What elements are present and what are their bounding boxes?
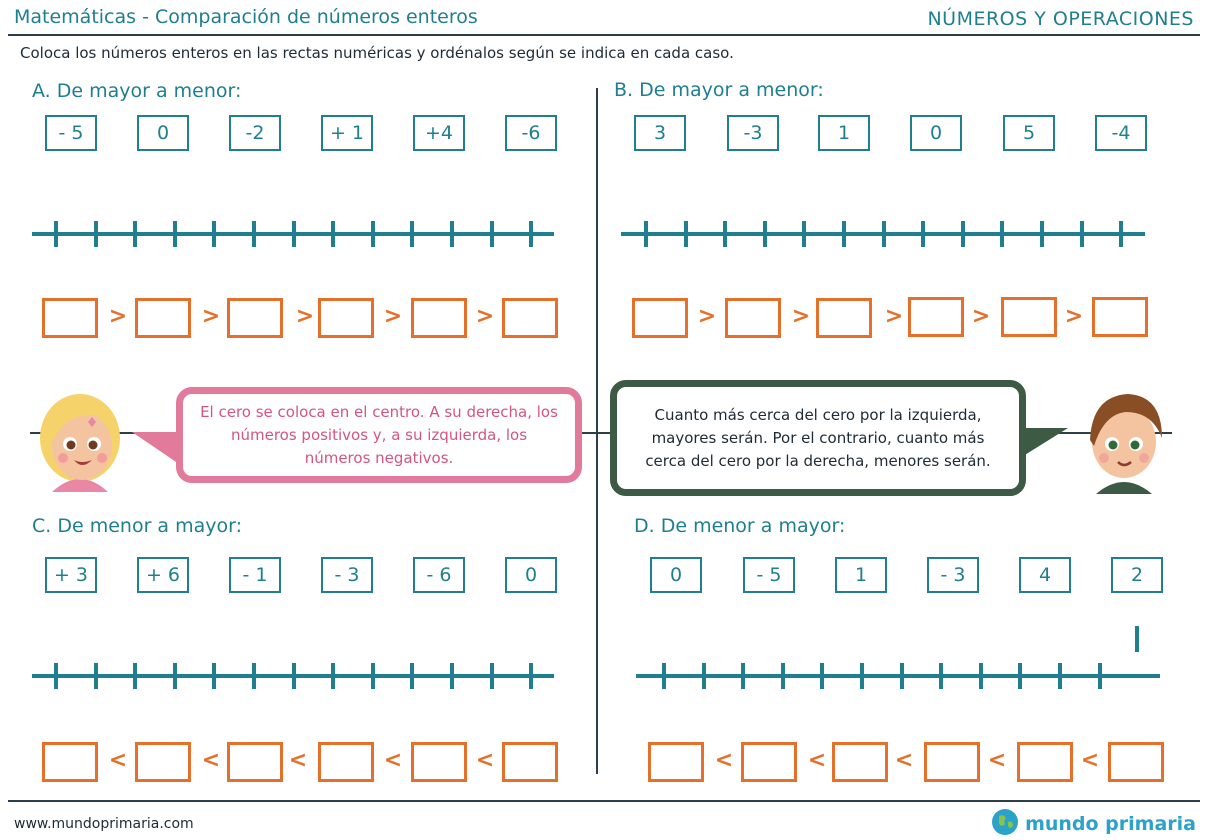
mundo-primaria-logo <box>991 808 1196 840</box>
answer-box[interactable] <box>1001 297 1057 337</box>
tick-mark <box>820 663 824 689</box>
tick-mark <box>644 221 648 247</box>
number-card: 4 <box>1019 557 1071 593</box>
number-card: -4 <box>1095 115 1147 151</box>
tick-mark <box>1119 221 1123 247</box>
section-a-title: A. De mayor a menor: <box>32 80 242 102</box>
tick-mark <box>900 663 904 689</box>
header-divider <box>8 34 1200 36</box>
tick-mark <box>781 663 785 689</box>
tick-mark <box>450 663 454 689</box>
tick-mark <box>979 663 983 689</box>
greater-than-sign: > <box>1064 304 1084 329</box>
answer-box[interactable] <box>816 298 872 338</box>
hint-bubble-girl <box>176 387 582 483</box>
tick-mark <box>1058 663 1062 689</box>
tick-mark <box>54 663 58 689</box>
tick-mark <box>371 663 375 689</box>
less-than-sign: < <box>894 748 914 773</box>
answer-box[interactable] <box>725 298 781 338</box>
answer-box[interactable] <box>1108 742 1164 782</box>
less-than-sign: < <box>987 748 1007 773</box>
answer-box[interactable] <box>227 298 283 338</box>
number-card: -2 <box>229 115 281 151</box>
worksheet-title: Matemáticas - Comparación de números enteros <box>14 6 478 28</box>
instructions: Coloca los números enteros en las rectas numéricas y ordénalos según se indica en cada caso. <box>20 44 734 62</box>
number-card: 1 <box>818 115 870 151</box>
footer-divider <box>8 800 1200 802</box>
tick-mark <box>94 663 98 689</box>
answer-box[interactable] <box>648 742 704 782</box>
tick-mark <box>212 663 216 689</box>
greater-than-sign: > <box>383 304 403 329</box>
tick-mark <box>802 221 806 247</box>
worksheet-category: NÚMEROS Y OPERACIONES <box>927 8 1194 30</box>
answer-box[interactable] <box>1092 297 1148 337</box>
tick-mark <box>133 663 137 689</box>
number-card: -6 <box>505 115 557 151</box>
tick-mark <box>331 663 335 689</box>
greater-than-sign: > <box>475 304 495 329</box>
answer-box[interactable] <box>502 742 558 782</box>
tick-mark <box>1040 221 1044 247</box>
tick-mark <box>921 221 925 247</box>
tick-mark <box>54 221 58 247</box>
number-card: + 1 <box>321 115 373 151</box>
tick-mark <box>252 663 256 689</box>
number-card: +4 <box>413 115 465 151</box>
tick-mark <box>1018 663 1022 689</box>
section-d-title: D. De menor a mayor: <box>634 515 846 537</box>
tick-mark <box>490 663 494 689</box>
less-than-sign: < <box>288 748 308 773</box>
answer-box[interactable] <box>632 298 688 338</box>
tick-mark <box>939 663 943 689</box>
hint-text-boy: Cuanto más cerca del cero por la izquierda, mayores serán. Por el contrario, cuanto más cerca del cero por la derecha, menores serán. <box>645 405 991 470</box>
pink-bubble-tail <box>132 432 182 466</box>
tick-mark <box>490 221 494 247</box>
tick-mark <box>961 221 965 247</box>
number-card: 2 <box>1111 557 1163 593</box>
less-than-sign: < <box>1080 748 1100 773</box>
tick-mark <box>94 221 98 247</box>
section-c-title: C. De menor a mayor: <box>32 515 243 537</box>
greater-than-sign: > <box>791 304 811 329</box>
answer-box[interactable] <box>832 742 888 782</box>
less-than-sign: < <box>807 748 827 773</box>
stray-tick-mark <box>1135 626 1139 652</box>
greater-than-sign: > <box>201 304 221 329</box>
tick-mark <box>882 221 886 247</box>
tick-mark <box>212 221 216 247</box>
number-line-d <box>636 674 1160 678</box>
tick-mark <box>1098 663 1102 689</box>
tick-mark <box>252 221 256 247</box>
number-card: 0 <box>910 115 962 151</box>
number-card: 1 <box>835 557 887 593</box>
answer-box[interactable] <box>1017 742 1073 782</box>
tick-mark <box>331 221 335 247</box>
less-than-sign: < <box>383 748 403 773</box>
hint-bubble-boy <box>610 380 1026 496</box>
answer-box[interactable] <box>924 742 980 782</box>
number-card: - 3 <box>927 557 979 593</box>
hint-text-girl: El cero se coloca en el centro. A su derecha, los números positivos y, a su izquierda, los números negativos. <box>200 402 558 467</box>
tick-mark <box>410 221 414 247</box>
tick-mark <box>371 221 375 247</box>
tick-mark <box>842 221 846 247</box>
number-card: + 6 <box>137 557 189 593</box>
answer-box[interactable] <box>318 742 374 782</box>
less-than-sign: < <box>714 748 734 773</box>
tick-mark <box>292 221 296 247</box>
tick-mark <box>133 221 137 247</box>
answer-box[interactable] <box>135 298 191 338</box>
answer-box[interactable] <box>42 742 98 782</box>
answer-box[interactable] <box>318 298 374 338</box>
answer-box[interactable] <box>227 742 283 782</box>
tick-mark <box>763 221 767 247</box>
number-card: - 5 <box>45 115 97 151</box>
number-card: -3 <box>727 115 779 151</box>
number-card: 5 <box>1003 115 1055 151</box>
answer-box[interactable] <box>135 742 191 782</box>
number-card: - 6 <box>413 557 465 593</box>
tick-mark <box>741 663 745 689</box>
number-card: 0 <box>505 557 557 593</box>
girl-avatar <box>30 386 130 492</box>
tick-mark <box>684 221 688 247</box>
greater-than-sign: > <box>971 304 991 329</box>
less-than-sign: < <box>475 748 495 773</box>
tick-mark <box>410 663 414 689</box>
tick-mark <box>1080 221 1084 247</box>
number-card: + 3 <box>45 557 97 593</box>
globe-icon <box>991 808 1019 840</box>
number-card: - 3 <box>321 557 373 593</box>
boy-avatar <box>1074 386 1174 494</box>
greater-than-sign: > <box>108 304 128 329</box>
greater-than-sign: > <box>697 304 717 329</box>
answer-box[interactable] <box>411 742 467 782</box>
tick-mark <box>702 663 706 689</box>
green-bubble-tail <box>1020 428 1068 458</box>
less-than-sign: < <box>201 748 221 773</box>
answer-box[interactable] <box>42 298 98 338</box>
less-than-sign: < <box>108 748 128 773</box>
tick-mark <box>529 221 533 247</box>
footer-url[interactable]: www.mundoprimaria.com <box>14 816 194 832</box>
tick-mark <box>860 663 864 689</box>
tick-mark <box>173 663 177 689</box>
number-card: 0 <box>650 557 702 593</box>
number-card: - 5 <box>743 557 795 593</box>
answer-box[interactable] <box>411 298 467 338</box>
tick-mark <box>723 221 727 247</box>
logo-text: mundo primaria <box>1025 813 1196 835</box>
greater-than-sign: > <box>884 304 904 329</box>
tick-mark <box>450 221 454 247</box>
answer-box[interactable] <box>741 742 797 782</box>
number-card: 0 <box>137 115 189 151</box>
number-card: - 1 <box>229 557 281 593</box>
tick-mark <box>529 663 533 689</box>
tick-mark <box>662 663 666 689</box>
section-b-title: B. De mayor a menor: <box>614 79 824 101</box>
tick-mark <box>292 663 296 689</box>
tick-mark <box>1000 221 1004 247</box>
tick-mark <box>173 221 177 247</box>
greater-than-sign: > <box>295 304 315 329</box>
answer-box[interactable] <box>908 297 964 337</box>
number-card: 3 <box>634 115 686 151</box>
answer-box[interactable] <box>502 298 558 338</box>
center-divider <box>596 88 598 774</box>
